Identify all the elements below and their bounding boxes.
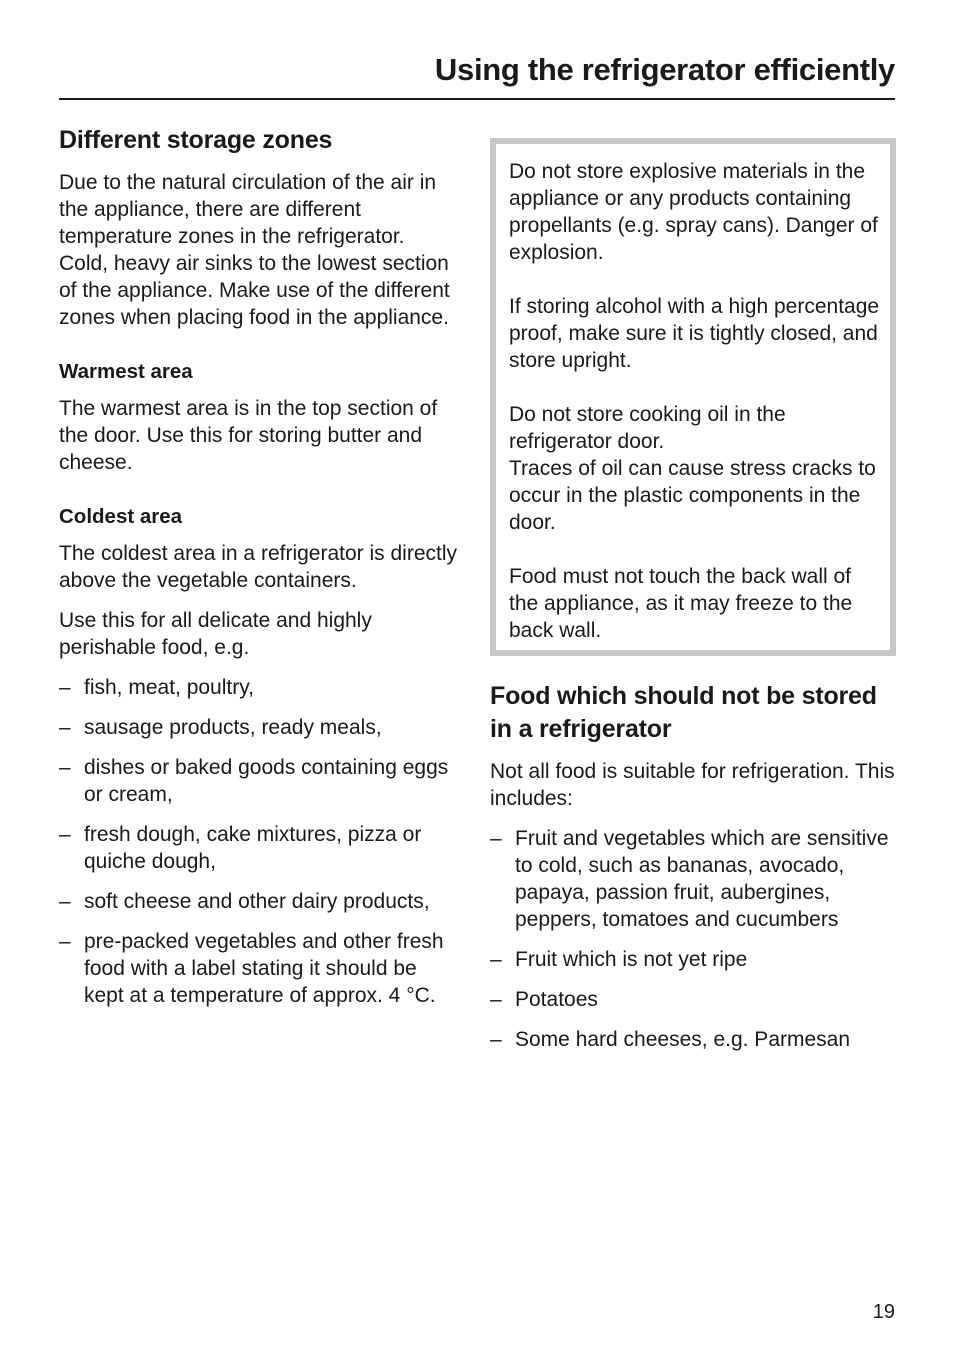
list-item: – soft cheese and other dairy products, xyxy=(59,890,430,913)
list-item: – pre-packed vegetables and other fresh food with a label stating it should be kept at a temperature of approx. 4 °C. xyxy=(59,930,444,1007)
warning-explosive: Do not store explosive materials in the appliance or any products containing propellants (e.g. spray cans). Danger of explosion. xyxy=(509,160,878,264)
warmest-area-heading: Warmest area xyxy=(59,360,193,383)
not-refrigerated-list xyxy=(490,825,895,1053)
list-item: – Some hard cheeses, e.g. Parmesan xyxy=(490,1028,851,1051)
list-item: – fish, meat, poultry, xyxy=(59,676,255,699)
coldest-area-heading: Coldest area xyxy=(59,505,183,528)
left-column xyxy=(59,124,459,1022)
perishable-food-list xyxy=(59,674,459,1009)
list-item: – Fruit which is not yet ripe xyxy=(490,948,748,971)
warning-back-wall: Food must not touch the back wall of the appliance, as it may freeze to the back wall. xyxy=(509,565,853,642)
warning-cooking-oil: Do not store cooking oil in the refrigerator door. Traces of oil can cause stress cracks to occur in the plastic components in the door. xyxy=(509,403,876,534)
list-item: – dishes or baked goods containing eggs or cream, xyxy=(59,756,449,806)
storage-zones-heading: Different storage zones xyxy=(59,126,333,154)
warning-alcohol: If storing alcohol with a high percentage proof, make sure it is tightly closed, and store upright. xyxy=(509,295,880,372)
list-item: – sausage products, ready meals, xyxy=(59,716,382,739)
page-title: Using the refrigerator efficiently xyxy=(434,52,895,87)
not-refrigerated-intro: Not all food is suitable for refrigeration. This includes: xyxy=(490,760,895,810)
list-item: – Potatoes xyxy=(490,988,598,1011)
list-item: – fresh dough, cake mixtures, pizza or quiche dough, xyxy=(59,823,422,873)
not-refrigerated-heading: Food which should not be stored in a refrigerator xyxy=(490,682,877,743)
warmest-area-text: The warmest area is in the top section of the door. Use this for storing butter and cheese. xyxy=(59,397,438,474)
warning-box xyxy=(490,138,896,656)
not-refrigerated-section xyxy=(490,680,895,1053)
page-number: 19 xyxy=(872,1301,895,1323)
coldest-area-usage: Use this for all delicate and highly perishable food, e.g. xyxy=(59,609,372,659)
header-rule xyxy=(59,98,895,100)
list-item: – Fruit and vegetables which are sensitive to cold, such as bananas, avocado, papaya, passion fruit, aubergines, peppers, tomatoes and cucumbers xyxy=(490,827,889,931)
storage-zones-intro: Due to the natural circulation of the air in the appliance, there are different temperature zones in the refrigerator. Cold, heavy air sinks to the lowest section of the appliance. Make use of the different zones when placing food in the appliance. xyxy=(59,171,450,329)
coldest-area-text: The coldest area in a refrigerator is directly above the vegetable containers. xyxy=(59,542,458,592)
right-column xyxy=(490,138,895,1066)
